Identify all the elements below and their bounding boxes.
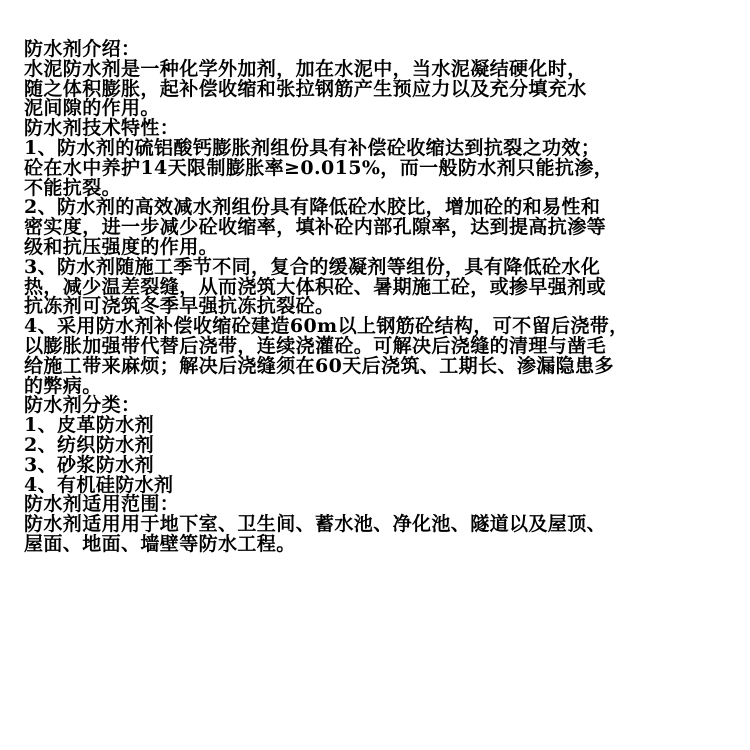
text-line: 不能抗裂。 bbox=[24, 176, 122, 199]
text-line: 以膨胀加强带代替后浇带，连续浇灌砼。可解决后浇缝的清理与凿毛 bbox=[24, 334, 607, 357]
text-line: 给施工带来麻烦；解决后浇缝须在60天后浇筑、工期长、渗漏隐患多 bbox=[24, 354, 614, 377]
text-line: 2、防水剂的高效减水剂组份具有降低砼水胶比，增加砼的和易性和 bbox=[24, 196, 601, 219]
heading-intro: 防水剂介绍： bbox=[24, 38, 141, 60]
text-line: 级和抗压强度的作用。 bbox=[24, 235, 219, 258]
text-line: 防水剂适用用于地下室、卫生间、蓄水池、净化池、隧道以及屋顶、 bbox=[24, 513, 607, 536]
text-line: 抗冻剂可浇筑冬季早强抗冻抗裂砼。 bbox=[24, 295, 335, 318]
text-line: 3、防水剂随施工季节不同，复合的缓凝剂等组份，具有降低砼水化 bbox=[24, 255, 601, 278]
text-line: 砼在水中养护14天限制膨胀率≥0.015%，而一般防水剂只能抗渗， bbox=[24, 156, 614, 179]
text-line: 屋面、地面、墙壁等防水工程。 bbox=[24, 532, 296, 555]
text-line: 随之体积膨胀，起补偿收缩和张拉钢筋产生预应力以及充分填充水 bbox=[24, 77, 587, 100]
heading-categories: 防水剂分类： bbox=[24, 394, 141, 417]
heading-scope: 防水剂适用范围： bbox=[24, 493, 180, 516]
heading-features: 防水剂技术特性： bbox=[24, 117, 180, 140]
text-line: 1、防水剂的硫铝酸钙膨胀剂组份具有补偿砼收缩达到抗裂之功效； bbox=[24, 136, 601, 159]
category-item: 3、砂浆防水剂 bbox=[24, 453, 155, 476]
text-line: 密实度，进一步减少砼收缩率，填补砼内部孔隙率，达到提高抗渗等 bbox=[24, 216, 607, 239]
text-line: 水泥防水剂是一种化学外加剂，加在水泥中，当水泥凝结硬化时， bbox=[24, 57, 587, 80]
text-line: 泥间隙的作用。 bbox=[24, 97, 160, 120]
text-line: 的弊病。 bbox=[24, 374, 102, 397]
text-line: 热，减少温差裂缝，从而浇筑大体积砼、暑期施工砼，或掺早强剂或 bbox=[24, 275, 607, 298]
category-item: 2、纺织防水剂 bbox=[24, 433, 155, 456]
document-body bbox=[24, 40, 724, 555]
category-item: 1、皮革防水剂 bbox=[24, 414, 155, 437]
category-item: 4、有机硅防水剂 bbox=[24, 473, 174, 496]
text-line: 4、采用防水剂补偿收缩砼建造60m以上钢筋砼结构，可不留后浇带， bbox=[24, 315, 629, 338]
